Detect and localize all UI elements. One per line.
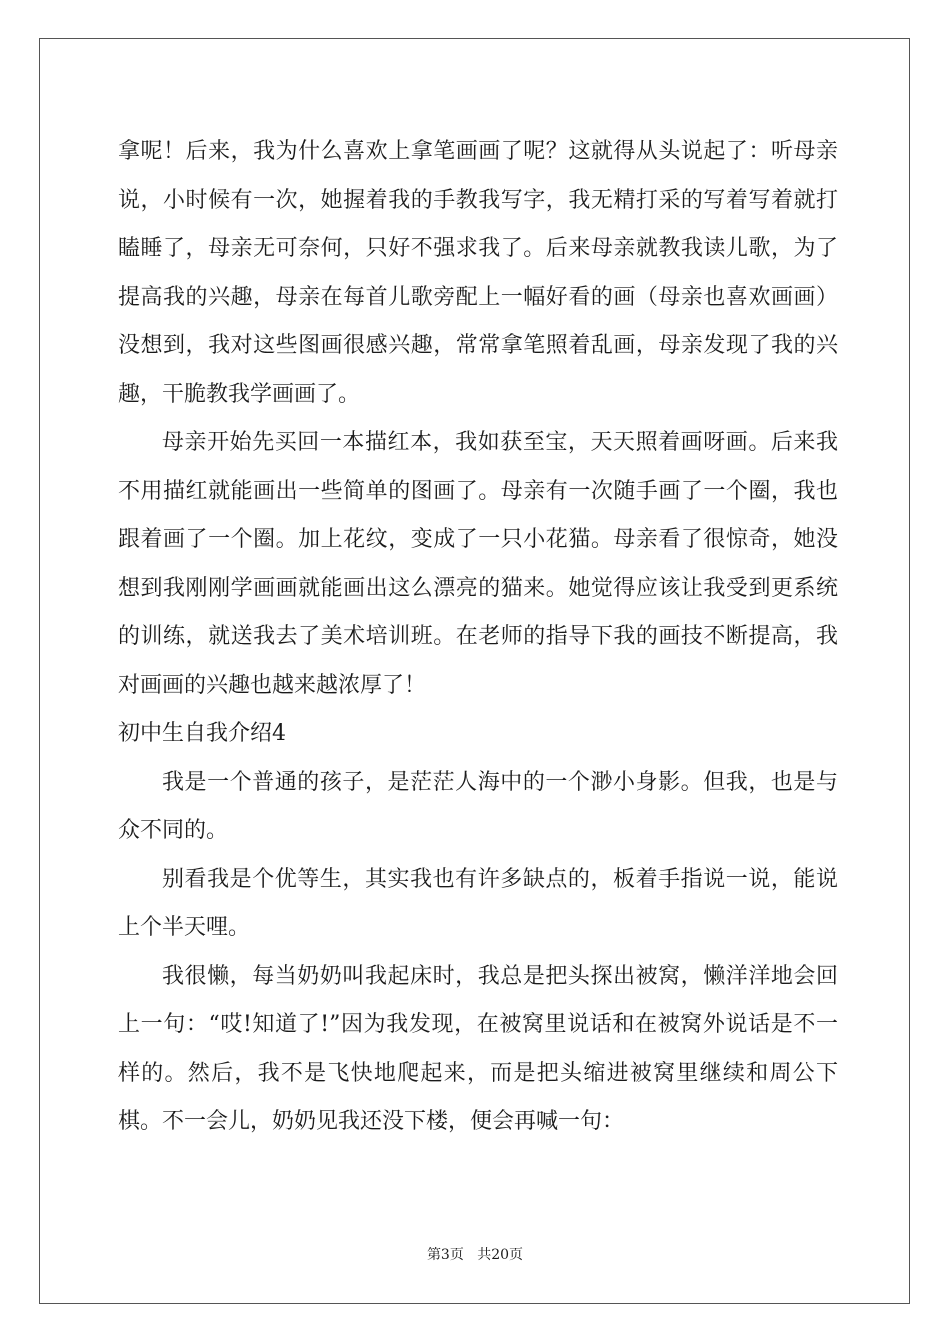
page-footer [0,1244,950,1264]
page-total: 共20页 [477,1247,524,1263]
document-body [118,128,838,1147]
paragraph-5: 我很懒，每当奶奶叫我起床时，我总是把头探出被窝，懒洋洋地会回上一句：“哎!知道了!”因为我发现，在被窝里说话和在被窝外说话是不一样的。然后，我不是飞快地爬起来，而是把头缩进被窝里继续和周公下棋。不一会儿，奶奶见我还没下楼，便会再喊一句： [118,963,838,1134]
paragraph-4: 别看我是个优等生，其实我也有许多缺点的，板着手指说一说，能说上个半天哩。 [118,866,838,940]
paragraph-2: 母亲开始先买回一本描红本，我如获至宝，天天照着画呀画。后来我不用描红就能画出一些简单的图画了。母亲有一次随手画了一个圈，我也跟着画了一个圈。加上花纹，变成了一只小花猫。母亲看了很惊奇，她没想到我刚刚学画画就能画出这么漂亮的猫来。她觉得应该让我受到更系统的训练，就送我去了美术培训班。在老师的指导下我的画技不断提高，我对画画的兴趣也越来越浓厚了！ [118,430,838,698]
paragraph-1: 拿呢！后来，我为什么喜欢上拿笔画画了呢？这就得从头说起了：听母亲说，小时候有一次，她握着我的手教我写字，我无精打采的写着写着就打瞌睡了，母亲无可奈何，只好不强求我了。后来母亲就教我读儿歌，为了提高我的兴趣，母亲在每首儿歌旁配上一幅好看的画（母亲也喜欢画画）没想到，我对这些图画很感兴趣，常常拿笔照着乱画，母亲发现了我的兴趣，干脆教我学画画了。 [118,139,838,407]
page-number: 第3页 [426,1247,464,1263]
section-heading: 初中生自我介绍4 [118,721,286,746]
paragraph-3: 我是一个普通的孩子，是茫茫人海中的一个渺小身影。但我，也是与众不同的。 [118,769,838,843]
